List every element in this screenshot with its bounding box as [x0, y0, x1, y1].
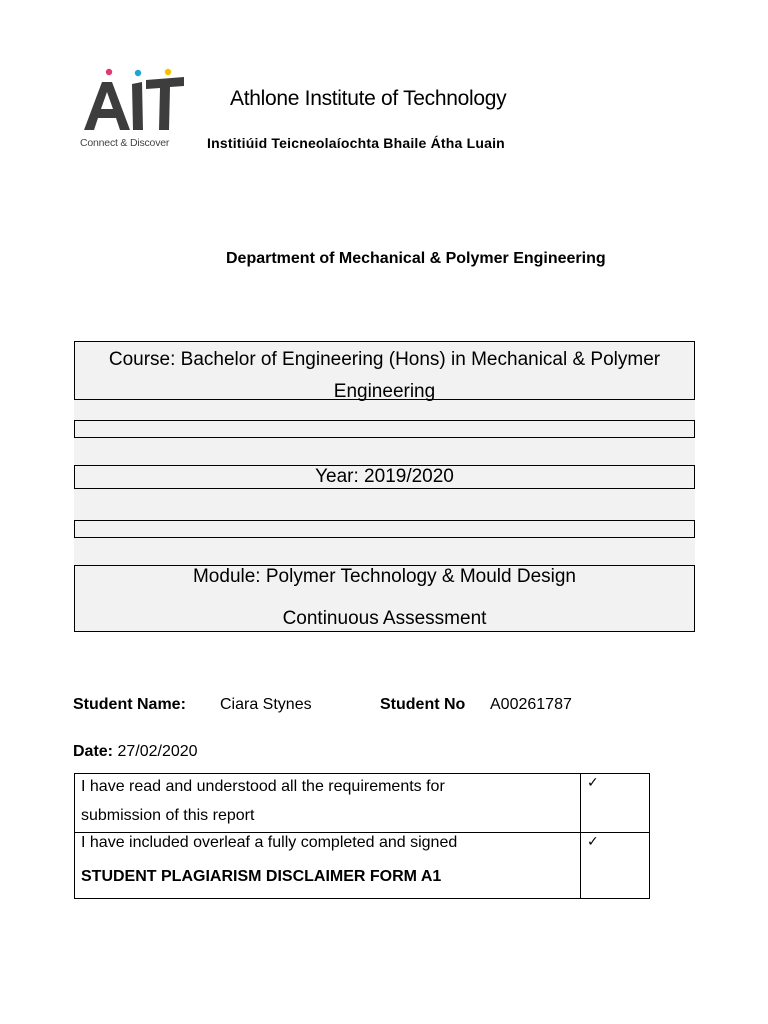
logo-dot-blue — [135, 70, 141, 76]
logo-letter-i — [132, 82, 143, 130]
institution-name-irish: Institiúid Teicneolaíochta Bhaile Átha Luain — [207, 135, 505, 151]
course-line-1: Course: Bachelor of Engineering (Hons) in Mechanical & Polymer — [108, 349, 661, 370]
checklist-row — [75, 774, 650, 833]
checklist-item-text — [75, 833, 581, 899]
course-box — [74, 341, 695, 400]
checklist-item-line: I have included overleaf a fully completed and signed — [81, 834, 458, 851]
date-field — [73, 743, 198, 761]
date-label: Date: — [73, 743, 114, 760]
logo-letter-a — [84, 82, 130, 130]
checkmark-icon: ✓ — [587, 834, 599, 850]
logo-dot-yellow — [165, 69, 171, 75]
checklist-check-cell — [581, 774, 650, 833]
module-line-1: Module: Polymer Technology & Mould Design — [192, 566, 576, 587]
ait-logo-mark — [80, 66, 188, 136]
logo-letter-t — [146, 77, 184, 130]
year-text: Year: 2019/2020 — [315, 466, 454, 487]
checklist-item-line: I have read and understood all the requirements for — [81, 778, 445, 795]
student-number-label: Student No — [380, 696, 466, 713]
module-box — [74, 565, 695, 632]
checklist-item-line: STUDENT PLAGIARISM DISCLAIMER FORM A1 — [81, 868, 442, 885]
student-name-label: Student Name: — [73, 696, 186, 713]
checklist-item-text — [75, 774, 581, 833]
student-name-value: Ciara Stynes — [220, 696, 312, 713]
spacer-band — [74, 489, 695, 520]
institution-name: Athlone Institute of Technology — [230, 87, 507, 110]
course-line-2: Engineering — [333, 381, 436, 402]
spacer-band — [74, 538, 695, 565]
department-title: Department of Mechanical & Polymer Engineering — [226, 250, 606, 267]
spacer-band — [74, 438, 695, 465]
empty-box — [74, 520, 695, 538]
logo-tagline: Connect & Discover — [80, 137, 170, 149]
ait-logo — [80, 66, 188, 152]
date-value: 27/02/2020 — [117, 743, 198, 760]
submission-checklist — [74, 773, 650, 899]
empty-box — [74, 420, 695, 438]
checklist-item-line: submission of this report — [81, 807, 255, 824]
year-box — [74, 465, 695, 489]
logo-dot-pink — [106, 69, 112, 75]
student-number-value: A00261787 — [490, 696, 572, 713]
checklist-row — [75, 833, 650, 899]
checklist-check-cell — [581, 833, 650, 899]
checkmark-icon: ✓ — [587, 775, 599, 791]
module-line-2: Continuous Assessment — [282, 608, 487, 629]
